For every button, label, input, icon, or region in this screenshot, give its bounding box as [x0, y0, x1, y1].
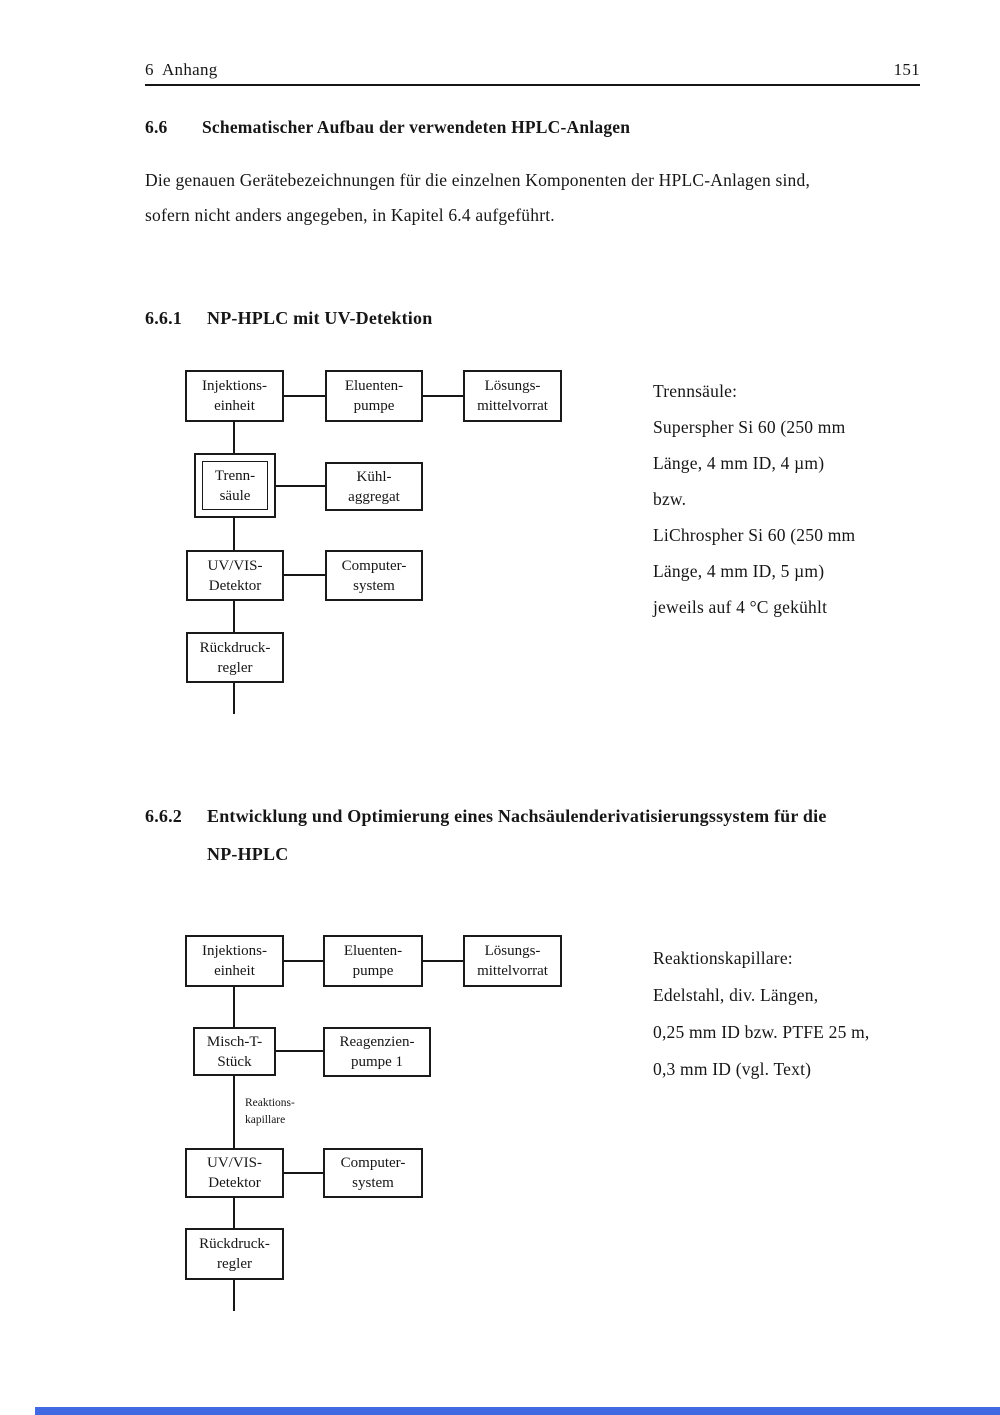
d2-annotation-line1: Reaktionskapillare: [653, 948, 793, 968]
section-662-title-line1: Entwicklung und Optimierung eines Nachsäulenderivatisierungssystem für die [207, 806, 827, 826]
d2-connector-outlet [233, 1280, 235, 1311]
d2-mischtstueck-line1: Misch-T- [206, 1033, 263, 1050]
d2-box-loesungsmittelvorrat [463, 935, 562, 987]
d2-uvvisdetektor-line1: UV/VIS- [207, 1155, 262, 1171]
d1-computersystem-line1: Computer- [341, 557, 407, 574]
d1-injektionseinheit-line1: Injektions- [202, 378, 267, 394]
section-661-title: NP-HPLC mit UV-Detektion [207, 308, 433, 328]
d1-connector-inj-eluent [283, 395, 325, 397]
header-page-number: 151 [893, 60, 920, 79]
d1-computersystem-line2: system [353, 577, 395, 594]
d2-annotation-line2: Edelstahl, div. Längen, [653, 985, 819, 1005]
d2-rueckdruckregler-line2: regler [217, 1256, 252, 1272]
d1-annotation-line6: Länge, 4 mm ID, 5 µm) [653, 561, 825, 581]
d2-box-injektionseinheit [185, 935, 284, 987]
d2-box-eluentenpumpe [323, 935, 423, 987]
d2-box-computersystem [323, 1148, 423, 1198]
bottom-bar [35, 1407, 1000, 1415]
d1-connector-trenn-uvvis [233, 518, 235, 550]
d1-connector-inj-trenn [233, 422, 235, 453]
d1-box-trennsaeule [194, 453, 276, 518]
d1-loesungsmittelvorrat-line2: mittelvorrat [477, 398, 548, 414]
d2-computersystem-line1: Computer- [340, 1155, 406, 1171]
d2-rueckdruckregler-line1: Rückdruck- [199, 1236, 270, 1252]
d2-connector-misch-reagenzien [276, 1050, 323, 1052]
d2-connector-inj-misch [233, 987, 235, 1027]
d2-box-mischtstueck [193, 1027, 276, 1076]
d2-mischtstueck-line2: Stück [217, 1053, 252, 1070]
d1-connector-outlet [233, 683, 235, 714]
d2-loesungsmittelvorrat-line1: Lösungs- [484, 943, 541, 959]
d2-box-rueckdruckregler [185, 1228, 284, 1280]
d1-annotation [653, 381, 855, 633]
d1-box-eluentenpumpe [325, 370, 423, 422]
d1-annotation-line7: jeweils auf 4 °C gekühlt [653, 597, 828, 617]
d2-loesungsmittelvorrat-line2: mittelvorrat [477, 963, 548, 979]
d1-loesungsmittelvorrat-line1: Lösungs- [484, 378, 541, 394]
d2-uvvisdetektor-line2: Detektor [208, 1175, 261, 1191]
d2-connector-eluent-loesung [423, 960, 463, 962]
d2-annotation [653, 948, 870, 1096]
d2-box-reagenzienpumpe [323, 1027, 431, 1077]
d2-injektionseinheit-line1: Injektions- [202, 943, 267, 959]
intro-line-1: Die genauen Gerätebezeichnungen für die einzelnen Komponenten der HPLC-Anlagen sind, [145, 170, 811, 190]
section-661-number: 6.6.1 [145, 308, 182, 328]
d1-annotation-line1: Trennsäule: [653, 381, 738, 401]
d1-connector-trenn-kuehl [276, 485, 325, 487]
d1-annotation-line2: Superspher Si 60 (250 mm [653, 417, 846, 437]
d2-connector-inj-eluent [284, 960, 323, 962]
d1-trennsaeule-line2: säule [219, 487, 251, 504]
d2-annotation-line4: 0,3 mm ID (vgl. Text) [653, 1059, 812, 1079]
d2-eluentenpumpe-line2: pumpe [352, 963, 394, 979]
d1-annotation-line5: LiChrospher Si 60 (250 mm [653, 525, 856, 545]
d2-reagenzienpumpe-line1: Reagenzien- [339, 1034, 415, 1050]
d1-box-injektionseinheit [185, 370, 284, 422]
d1-box-kuehlaggregat [325, 462, 423, 511]
section-66-number: 6.6 [145, 117, 168, 137]
d1-box-computersystem [325, 550, 423, 601]
header-chapter: 6 Anhang [145, 60, 218, 79]
d2-box-uvvisdetektor [185, 1148, 284, 1198]
d1-connector-uvvis-rueckdruck [233, 601, 235, 632]
d1-uvvisdetektor-line2: Detektor [208, 577, 262, 594]
d1-eluentenpumpe-line2: pumpe [353, 398, 395, 414]
d1-box-uvvisdetektor [186, 550, 284, 601]
d2-eluentenpumpe-line1: Eluenten- [343, 943, 403, 959]
d1-uvvisdetektor-line1: UV/VIS- [207, 557, 263, 574]
d2-label-reaktionskapillare-line2: kapillare [245, 1114, 286, 1126]
d2-label-reaktionskapillare-line1: Reaktions- [245, 1097, 295, 1109]
d1-connector-uvvis-computer [284, 574, 325, 576]
d2-annotation-line3: 0,25 mm ID bzw. PTFE 25 m, [653, 1022, 870, 1042]
d1-trennsaeule-line1: Trenn- [214, 467, 256, 484]
d2-label-reaktionskapillare [245, 1095, 295, 1129]
intro-line-2: sofern nicht anders angegeben, in Kapitel 6.4 aufgeführt. [145, 205, 555, 225]
d2-injektionseinheit-line2: einheit [214, 963, 255, 979]
d1-kuehlaggregat-line1: Kühl- [356, 468, 392, 485]
d1-box-rueckdruckregler [186, 632, 284, 683]
d2-connector-uvvis-rueckdruck [233, 1198, 235, 1228]
d2-reagenzienpumpe-line2: pumpe 1 [350, 1054, 404, 1070]
d1-eluentenpumpe-line1: Eluenten- [344, 378, 404, 394]
d2-computersystem-line2: system [352, 1175, 394, 1191]
d2-connector-reaktionskapillare [233, 1076, 235, 1148]
d1-rueckdruckregler-line2: regler [217, 659, 253, 676]
d1-injektionseinheit-line2: einheit [214, 398, 255, 414]
d1-annotation-line4: bzw. [653, 489, 687, 509]
d2-connector-uvvis-computer [284, 1172, 323, 1174]
d1-kuehlaggregat-line2: aggregat [348, 488, 400, 505]
section-662-title-line2: NP-HPLC [207, 844, 289, 864]
section-662-number: 6.6.2 [145, 806, 182, 826]
d1-rueckdruckregler-line1: Rückdruck- [199, 639, 271, 656]
d1-connector-eluent-loesung [422, 395, 463, 397]
section-66-title: Schematischer Aufbau der verwendeten HPLC-Anlagen [202, 117, 631, 137]
d1-box-trennsaeule-inner [202, 461, 268, 510]
d1-box-loesungsmittelvorrat [463, 370, 562, 422]
header-rule [145, 84, 920, 86]
d1-annotation-line3: Länge, 4 mm ID, 4 µm) [653, 453, 825, 473]
